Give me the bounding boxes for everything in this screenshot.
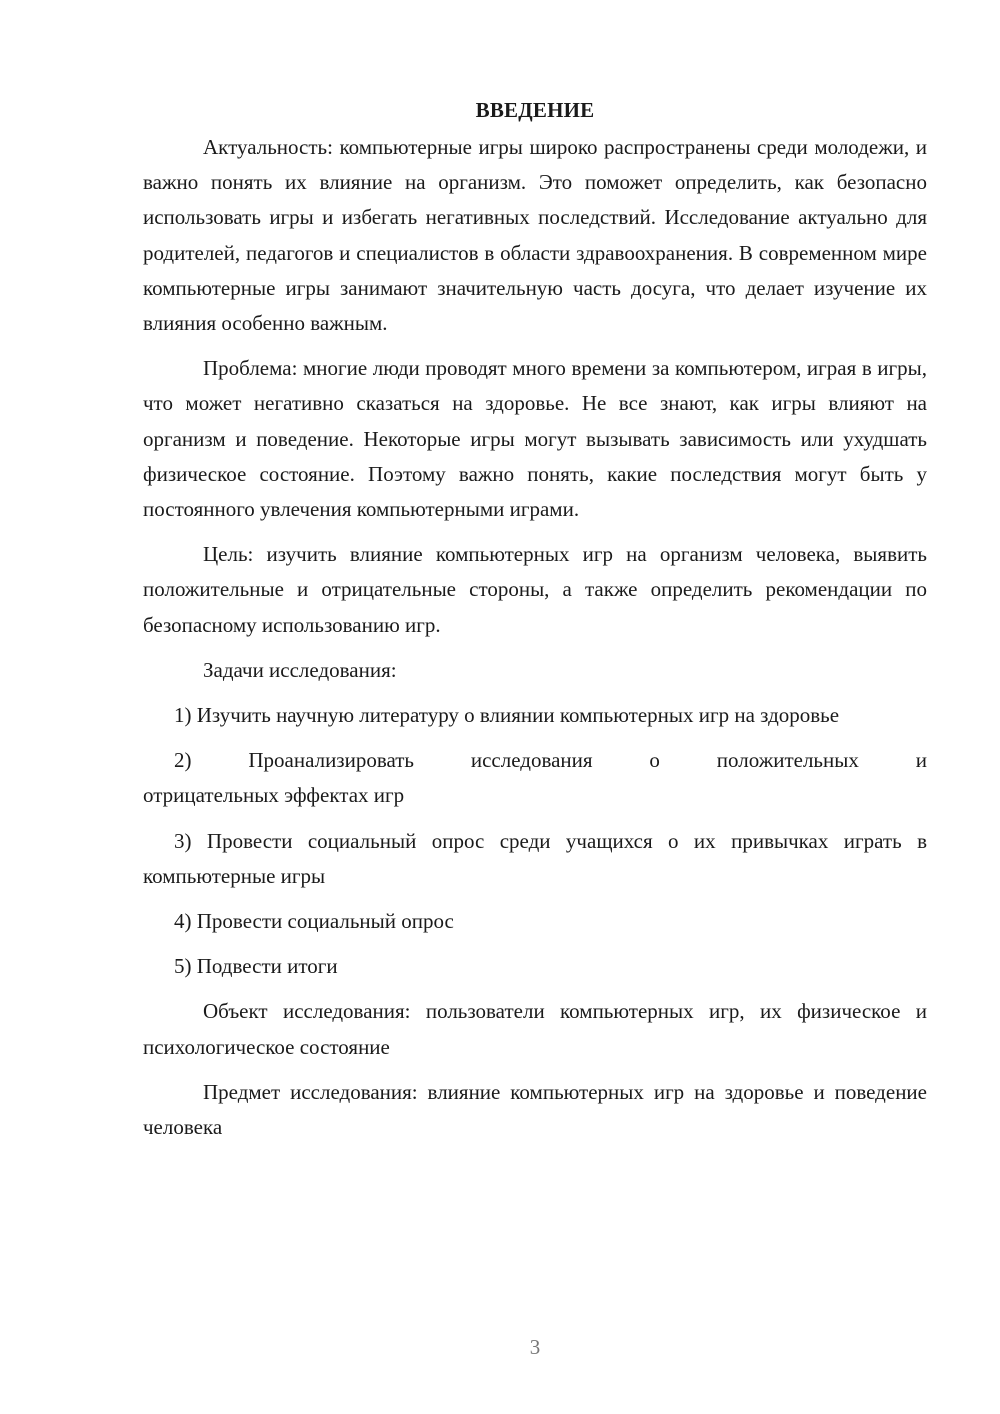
task-item-2-first-line bbox=[143, 743, 927, 778]
task-item-3: 3) Провести социальный опрос среди учащихся о их привычках играть в компьютерные игры bbox=[143, 828, 927, 888]
paragraph-relevance: Актуальность: компьютерные игры широко распространены среди молодежи, и важно понять их влияние на организм. Это поможет определить, как безопасно использовать игры и избегать негативных последствий. Исследование актуально для родителей, педагогов и специалистов в области здравоохранения. В современном мире компьютерные игры занимают значительную часть досуга, что делает изучение их влияния особенно важным. bbox=[143, 135, 927, 336]
task-item-2-word: 2) bbox=[174, 748, 192, 773]
page-title: ВВЕДЕНИЕ bbox=[475, 98, 595, 122]
task-item-2-word: исследования bbox=[470, 748, 593, 773]
page-body bbox=[143, 93, 927, 1155]
task-item-1: 1) Изучить научную литературу о влиянии компьютерных игр на здоровье bbox=[174, 703, 840, 728]
paragraph-object: Объект исследования: пользователи компьютерных игр, их физическое и психологическое состояние bbox=[143, 999, 927, 1059]
task-item-2-word: Проанализировать bbox=[248, 748, 415, 773]
page-number: 3 bbox=[529, 1335, 541, 1359]
paragraph-subject: Предмет исследования: влияние компьютерных игр на здоровье и поведение человека bbox=[143, 1079, 927, 1140]
task-item-5: 5) Подвести итоги bbox=[174, 954, 338, 979]
task-item-4: 4) Провести социальный опрос bbox=[174, 909, 454, 934]
paragraph-goal: Цель: изучить влияние компьютерных игр на организм человека, выявить положительные и отрицательные стороны, а также определить рекомендации по безопасному использованию игр. bbox=[143, 542, 927, 637]
paragraph-problem: Проблема: многие люди проводят много времени за компьютером, играя в игры, что может негативно сказаться на здоровье. Не все знают, как игры влияют на организм и поведение. Некоторые игры могут вызывать зависимость или ухудшать физическое состояние. Поэтому важно понять, какие последствия могут быть у постоянного увлечения компьютерными играми. bbox=[143, 356, 927, 522]
task-item-2 bbox=[143, 743, 927, 813]
task-item-2-continuation: отрицательных эффектах игр bbox=[143, 783, 405, 808]
task-item-2-word: о bbox=[649, 748, 660, 773]
task-item-2-word: и bbox=[915, 748, 927, 773]
tasks-heading: Задачи исследования: bbox=[203, 657, 397, 682]
task-item-2-word: положительных bbox=[716, 748, 859, 773]
